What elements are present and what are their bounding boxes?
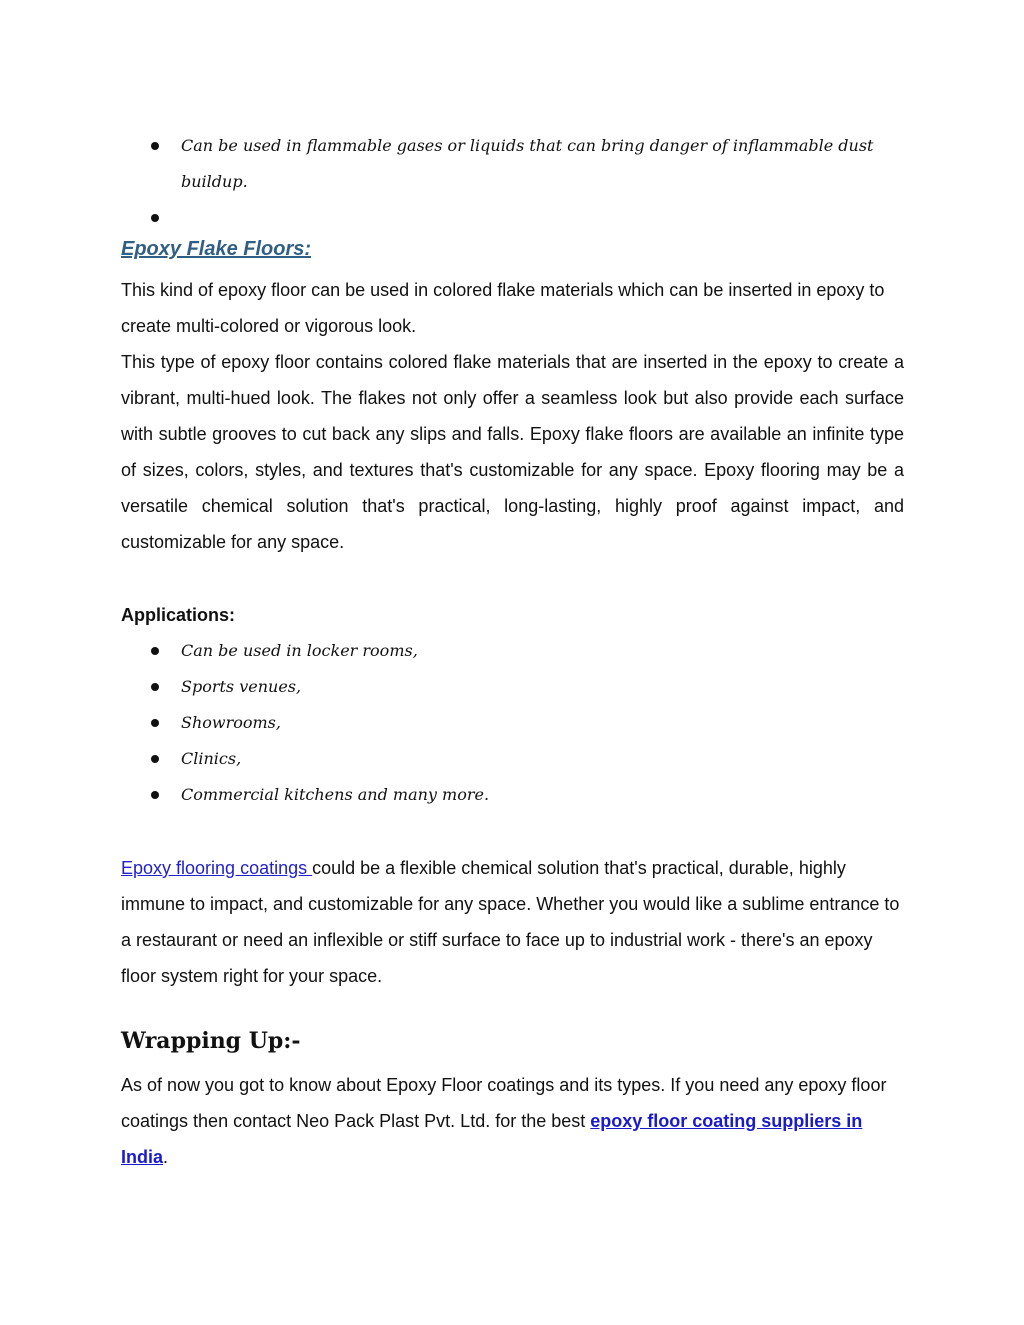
list-item — [121, 128, 904, 200]
top-bullet-list — [121, 128, 904, 200]
bullet-icon — [151, 214, 159, 222]
list-item-text: Showrooms, — [181, 713, 281, 732]
list-item — [121, 777, 904, 813]
paragraph-epoxy-coatings — [121, 850, 904, 994]
section-heading-wrapping-up: Wrapping Up:- — [121, 1028, 301, 1054]
list-item-text: Commercial kitchens and many more. — [181, 785, 490, 804]
paragraph-body: As of now you got to know about Epoxy Floor coatings and its types. If you need any epoxy floor coatings then contact Neo Pack Plast Pvt. Ltd. for the best — [121, 1075, 887, 1131]
list-item — [121, 669, 904, 705]
bullet-icon — [151, 791, 159, 799]
list-item — [121, 741, 904, 777]
trailing-period: . — [163, 1147, 169, 1167]
list-item-text: Can be used in flammable gases or liquids that can bring danger of inflammable dust buildup. — [181, 136, 874, 191]
list-item — [121, 705, 904, 741]
paragraph-wrapping-up — [121, 1067, 904, 1175]
bullet-icon — [151, 647, 159, 655]
section-heading-epoxy-flake-floors: Epoxy Flake Floors: — [121, 238, 312, 260]
list-item-text: Sports venues, — [181, 677, 302, 696]
bullet-icon — [151, 142, 159, 150]
list-item-text: Clinics, — [181, 749, 242, 768]
list-item — [121, 633, 904, 669]
epoxy-floor-suppliers-link[interactable]: epoxy floor coating suppliers in India — [121, 1111, 863, 1167]
bullet-icon — [151, 755, 159, 763]
bullet-icon — [151, 683, 159, 691]
applications-list — [121, 633, 904, 813]
bullet-icon — [151, 719, 159, 727]
list-item-text: Can be used in locker rooms, — [181, 641, 418, 660]
paragraph-intro: This kind of epoxy floor can be used in colored flake materials which can be inserted in epoxy to create multi-colored or vigorous look. — [121, 280, 885, 336]
epoxy-flooring-coatings-link[interactable]: Epoxy flooring coatings — [121, 858, 313, 878]
paragraph-description: This type of epoxy floor contains colored flake materials that are inserted in the epoxy to create a vibrant, multi-hued look. The flakes not only offer a seamless look but also provide each surface with subtle grooves to cut back any slips and falls. Epoxy flake floors are available an infinite type of sizes, colors, styles, and textures that's customizable for any space. Epoxy flooring may be a versatile chemical solution that's practical, long-lasting, highly proof against impact, and customizable for any space. — [121, 352, 904, 552]
paragraph-body: could be a flexible chemical solution that's practical, durable, highly immune to impact, and customizable for any space. Whether you would like a sublime entrance to a restaurant or need an inflexible or stiff surface to face up to industrial work - there's an epoxy floor system right for your space. — [121, 858, 900, 986]
applications-label: Applications: — [121, 605, 236, 625]
